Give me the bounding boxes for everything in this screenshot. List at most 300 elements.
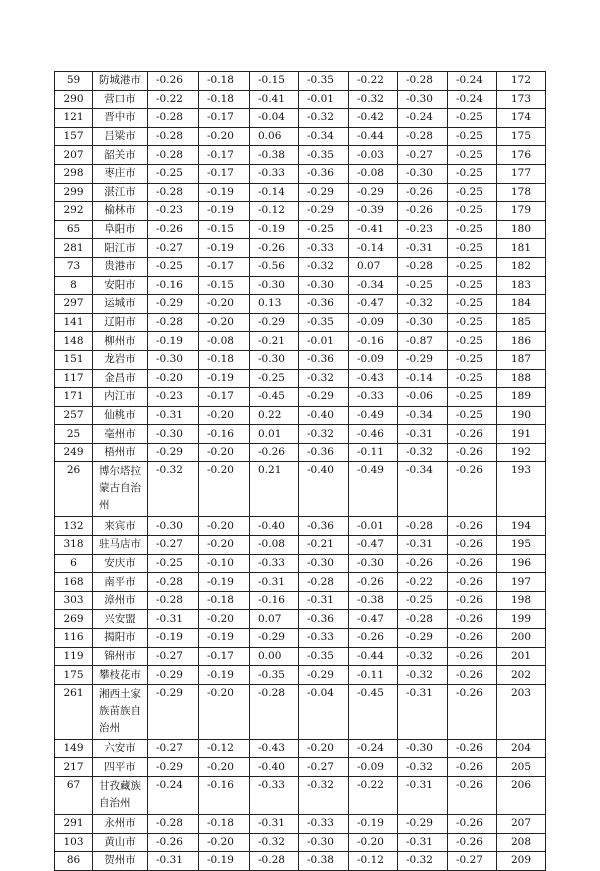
rank-cell: 180 (497, 220, 546, 239)
value-cell: -0.40 (250, 517, 299, 536)
value-cell: -0.32 (299, 777, 349, 815)
table-row (55, 443, 546, 462)
value-cell: -0.26 (448, 591, 497, 610)
row-id-cell: 117 (55, 369, 93, 388)
rank-cell: 194 (497, 517, 546, 536)
table-row (55, 666, 546, 685)
city-name-cell: 驻马店市 (93, 536, 148, 555)
value-cell: -0.15 (199, 276, 250, 295)
row-id-cell: 291 (55, 815, 93, 834)
rank-cell: 195 (497, 536, 546, 555)
city-name-cell: 黄山市 (93, 833, 148, 852)
value-cell: -0.17 (199, 257, 250, 276)
value-cell: -0.19 (199, 852, 250, 871)
row-id-cell: 59 (55, 72, 93, 91)
rank-cell: 177 (497, 164, 546, 183)
rank-cell: 178 (497, 183, 546, 202)
city-name-cell: 贵港市 (93, 257, 148, 276)
value-cell: -0.26 (398, 183, 448, 202)
row-id-cell: 168 (55, 573, 93, 592)
value-cell: -0.25 (148, 164, 199, 183)
value-cell: -0.30 (349, 554, 398, 573)
city-name-cell: 博尔塔拉蒙古自治州 (93, 462, 148, 517)
row-id-cell: 299 (55, 183, 93, 202)
value-cell: -0.28 (250, 684, 299, 739)
value-cell: -0.08 (250, 536, 299, 555)
value-cell: -0.33 (349, 388, 398, 407)
value-cell: -0.32 (299, 257, 349, 276)
value-cell: -0.25 (448, 313, 497, 332)
value-cell: -0.30 (398, 90, 448, 109)
value-cell: -0.15 (199, 220, 250, 239)
value-cell: -0.14 (250, 183, 299, 202)
value-cell: -0.25 (448, 202, 497, 221)
value-cell: -0.09 (349, 758, 398, 777)
value-cell: -0.32 (349, 90, 398, 109)
rank-cell: 184 (497, 295, 546, 314)
city-name-cell: 运城市 (93, 295, 148, 314)
value-cell: -0.25 (448, 239, 497, 258)
value-cell: -0.16 (199, 425, 250, 444)
city-name-cell: 龙岩市 (93, 350, 148, 369)
table-row (55, 777, 546, 815)
value-cell: -0.18 (199, 90, 250, 109)
rank-cell: 203 (497, 684, 546, 739)
value-cell: -0.20 (199, 443, 250, 462)
table-row (55, 72, 546, 91)
row-id-cell: 207 (55, 146, 93, 165)
value-cell: -0.01 (349, 517, 398, 536)
row-id-cell: 132 (55, 517, 93, 536)
value-cell: -0.08 (199, 332, 250, 351)
table-row (55, 684, 546, 739)
table-row (55, 517, 546, 536)
value-cell: -0.14 (349, 239, 398, 258)
rank-cell: 206 (497, 777, 546, 815)
city-name-cell: 营口市 (93, 90, 148, 109)
value-cell: -0.29 (148, 666, 199, 685)
city-name-cell: 南平市 (93, 573, 148, 592)
value-cell: -0.29 (299, 388, 349, 407)
rank-cell: 201 (497, 647, 546, 666)
value-cell: -0.29 (398, 815, 448, 834)
rank-cell: 172 (497, 72, 546, 91)
row-id-cell: 141 (55, 313, 93, 332)
value-cell: -0.32 (148, 462, 199, 517)
value-cell: -0.20 (199, 536, 250, 555)
value-cell: -0.25 (448, 295, 497, 314)
value-cell: -0.30 (299, 833, 349, 852)
value-cell: -0.20 (299, 739, 349, 758)
value-cell: -0.41 (349, 220, 398, 239)
table-row (55, 146, 546, 165)
row-id-cell: 175 (55, 666, 93, 685)
rank-cell: 181 (497, 239, 546, 258)
city-name-cell: 阳江市 (93, 239, 148, 258)
value-cell: -0.32 (299, 425, 349, 444)
table-row (55, 425, 546, 444)
rank-cell: 176 (497, 146, 546, 165)
value-cell: -0.23 (398, 220, 448, 239)
value-cell: -0.15 (250, 72, 299, 91)
value-cell: -0.19 (199, 573, 250, 592)
value-cell: 0.01 (250, 425, 299, 444)
value-cell: -0.20 (349, 833, 398, 852)
value-cell: -0.30 (148, 517, 199, 536)
value-cell: -0.33 (250, 164, 299, 183)
value-cell: -0.19 (199, 666, 250, 685)
value-cell: -0.19 (199, 629, 250, 648)
value-cell: -0.43 (250, 739, 299, 758)
value-cell: 0.22 (250, 406, 299, 425)
value-cell: -0.31 (299, 591, 349, 610)
value-cell: -0.23 (148, 202, 199, 221)
value-cell: -0.28 (148, 591, 199, 610)
value-cell: -0.17 (199, 146, 250, 165)
value-cell: -0.28 (398, 72, 448, 91)
value-cell: -0.25 (148, 257, 199, 276)
value-cell: -0.32 (398, 647, 448, 666)
city-name-cell: 仙桃市 (93, 406, 148, 425)
value-cell: -0.25 (148, 554, 199, 573)
value-cell: -0.28 (398, 610, 448, 629)
value-cell: -0.31 (398, 239, 448, 258)
row-id-cell: 6 (55, 554, 93, 573)
value-cell: -0.35 (299, 72, 349, 91)
value-cell: -0.31 (148, 610, 199, 629)
city-name-cell: 兴安盟 (93, 610, 148, 629)
value-cell: -0.22 (349, 72, 398, 91)
value-cell: -0.34 (398, 406, 448, 425)
value-cell: -0.20 (199, 313, 250, 332)
rank-cell: 192 (497, 443, 546, 462)
rank-cell: 175 (497, 127, 546, 146)
row-id-cell: 65 (55, 220, 93, 239)
value-cell: -0.26 (448, 647, 497, 666)
value-cell: -0.42 (349, 109, 398, 128)
value-cell: 0.13 (250, 295, 299, 314)
table-row (55, 257, 546, 276)
row-id-cell: 67 (55, 777, 93, 815)
city-name-cell: 湘西土家族苗族自治州 (93, 684, 148, 739)
value-cell: -0.40 (299, 406, 349, 425)
value-cell: -0.19 (199, 183, 250, 202)
value-cell: -0.25 (448, 146, 497, 165)
value-cell: -0.30 (398, 313, 448, 332)
value-cell: -0.25 (448, 388, 497, 407)
value-cell: -0.16 (349, 332, 398, 351)
value-cell: -0.26 (148, 72, 199, 91)
table-row (55, 109, 546, 128)
value-cell: -0.23 (148, 388, 199, 407)
table-row (55, 276, 546, 295)
value-cell: -0.21 (250, 332, 299, 351)
value-cell: -0.29 (299, 202, 349, 221)
value-cell: -0.12 (349, 852, 398, 871)
value-cell: -0.27 (148, 647, 199, 666)
value-cell: -0.25 (448, 332, 497, 351)
city-name-cell: 甘孜藏族自治州 (93, 777, 148, 815)
value-cell: -0.14 (398, 369, 448, 388)
city-name-cell: 内江市 (93, 388, 148, 407)
value-cell: -0.04 (299, 684, 349, 739)
rank-cell: 196 (497, 554, 546, 573)
value-cell: -0.18 (199, 815, 250, 834)
value-cell: -0.25 (448, 257, 497, 276)
value-cell: -0.24 (448, 90, 497, 109)
value-cell: -0.38 (299, 852, 349, 871)
value-cell: -0.18 (199, 350, 250, 369)
value-cell: -0.29 (349, 183, 398, 202)
value-cell: -0.20 (199, 295, 250, 314)
value-cell: -0.19 (148, 332, 199, 351)
value-cell: -0.27 (148, 239, 199, 258)
value-cell: -0.26 (448, 462, 497, 517)
rank-cell: 207 (497, 815, 546, 834)
value-cell: -0.26 (448, 443, 497, 462)
value-cell: -0.10 (199, 554, 250, 573)
table-row (55, 295, 546, 314)
city-name-cell: 辽阳市 (93, 313, 148, 332)
table-row (55, 536, 546, 555)
value-cell: -0.25 (448, 109, 497, 128)
value-cell: -0.32 (398, 666, 448, 685)
rank-cell: 202 (497, 666, 546, 685)
value-cell: -0.47 (349, 295, 398, 314)
city-name-cell: 梧州市 (93, 443, 148, 462)
value-cell: -0.09 (349, 350, 398, 369)
value-cell: -0.44 (349, 127, 398, 146)
table-row (55, 239, 546, 258)
value-cell: -0.36 (299, 350, 349, 369)
value-cell: -0.29 (299, 183, 349, 202)
value-cell: -0.36 (299, 443, 349, 462)
row-id-cell: 171 (55, 388, 93, 407)
value-cell: -0.20 (199, 758, 250, 777)
rank-cell: 209 (497, 852, 546, 871)
value-cell: -0.49 (349, 462, 398, 517)
value-cell: -0.22 (349, 777, 398, 815)
value-cell: -0.12 (199, 739, 250, 758)
value-cell: -0.17 (199, 647, 250, 666)
value-cell: -0.32 (398, 758, 448, 777)
value-cell: -0.28 (299, 573, 349, 592)
rank-cell: 173 (497, 90, 546, 109)
row-id-cell: 103 (55, 833, 93, 852)
city-name-cell: 永州市 (93, 815, 148, 834)
row-id-cell: 297 (55, 295, 93, 314)
value-cell: -0.26 (448, 425, 497, 444)
value-cell: -0.35 (250, 666, 299, 685)
value-cell: -0.32 (398, 295, 448, 314)
value-cell: -0.26 (448, 833, 497, 852)
value-cell: -0.29 (250, 313, 299, 332)
city-name-cell: 榆林市 (93, 202, 148, 221)
value-cell: -0.30 (250, 276, 299, 295)
value-cell: -0.45 (250, 388, 299, 407)
city-name-cell: 金昌市 (93, 369, 148, 388)
value-cell: -0.31 (148, 852, 199, 871)
value-cell: -0.32 (398, 852, 448, 871)
city-name-cell: 亳州市 (93, 425, 148, 444)
table-row (55, 852, 546, 871)
value-cell: -0.28 (398, 127, 448, 146)
row-id-cell: 318 (55, 536, 93, 555)
value-cell: 0.06 (250, 127, 299, 146)
value-cell: -0.16 (250, 591, 299, 610)
row-id-cell: 298 (55, 164, 93, 183)
table-row (55, 183, 546, 202)
value-cell: -0.46 (349, 425, 398, 444)
value-cell: -0.36 (299, 610, 349, 629)
row-id-cell: 269 (55, 610, 93, 629)
value-cell: -0.20 (199, 406, 250, 425)
value-cell: -0.36 (299, 517, 349, 536)
row-id-cell: 86 (55, 852, 93, 871)
table-row (55, 815, 546, 834)
value-cell: -0.26 (448, 554, 497, 573)
value-cell: -0.33 (299, 239, 349, 258)
value-cell: -0.28 (148, 815, 199, 834)
rank-cell: 198 (497, 591, 546, 610)
value-cell: -0.29 (148, 443, 199, 462)
table-row (55, 350, 546, 369)
value-cell: -0.31 (398, 684, 448, 739)
value-cell: -0.32 (299, 369, 349, 388)
row-id-cell: 303 (55, 591, 93, 610)
value-cell: -0.17 (199, 164, 250, 183)
value-cell: -0.25 (398, 276, 448, 295)
value-cell: -0.11 (349, 443, 398, 462)
table-row (55, 388, 546, 407)
table-row (55, 610, 546, 629)
value-cell: -0.41 (250, 90, 299, 109)
value-cell: -0.24 (349, 739, 398, 758)
value-cell: -0.20 (199, 833, 250, 852)
row-id-cell: 121 (55, 109, 93, 128)
value-cell: -0.04 (250, 109, 299, 128)
value-cell: -0.26 (448, 777, 497, 815)
rank-cell: 193 (497, 462, 546, 517)
value-cell: -0.26 (250, 443, 299, 462)
value-cell: -0.29 (148, 295, 199, 314)
value-cell: -0.17 (199, 388, 250, 407)
value-cell: -0.20 (199, 610, 250, 629)
data-table (54, 71, 546, 871)
value-cell: -0.32 (398, 443, 448, 462)
value-cell: -0.87 (398, 332, 448, 351)
city-name-cell: 安庆市 (93, 554, 148, 573)
table-row (55, 591, 546, 610)
row-id-cell: 261 (55, 684, 93, 739)
value-cell: -0.38 (250, 146, 299, 165)
value-cell: -0.47 (349, 610, 398, 629)
value-cell: -0.20 (199, 127, 250, 146)
value-cell: -0.34 (299, 127, 349, 146)
value-cell: -0.28 (148, 183, 199, 202)
value-cell: -0.28 (148, 146, 199, 165)
row-id-cell: 25 (55, 425, 93, 444)
table-row (55, 164, 546, 183)
value-cell: -0.44 (349, 647, 398, 666)
value-cell: -0.26 (148, 833, 199, 852)
value-cell: -0.33 (250, 554, 299, 573)
value-cell: -0.18 (199, 72, 250, 91)
value-cell: -0.29 (398, 350, 448, 369)
value-cell: -0.20 (199, 684, 250, 739)
value-cell: -0.28 (398, 517, 448, 536)
row-id-cell: 217 (55, 758, 93, 777)
value-cell: -0.32 (299, 109, 349, 128)
row-id-cell: 249 (55, 443, 93, 462)
city-name-cell: 贺州市 (93, 852, 148, 871)
city-name-cell: 揭阳市 (93, 629, 148, 648)
value-cell: -0.30 (398, 739, 448, 758)
rank-cell: 199 (497, 610, 546, 629)
city-name-cell: 柳州市 (93, 332, 148, 351)
value-cell: -0.19 (349, 815, 398, 834)
rank-cell: 189 (497, 388, 546, 407)
value-cell: -0.26 (448, 758, 497, 777)
city-name-cell: 防城港市 (93, 72, 148, 91)
value-cell: -0.12 (250, 202, 299, 221)
rank-cell: 179 (497, 202, 546, 221)
table-row (55, 758, 546, 777)
value-cell: -0.26 (250, 239, 299, 258)
city-name-cell: 韶关市 (93, 146, 148, 165)
table-row (55, 573, 546, 592)
value-cell: -0.26 (349, 629, 398, 648)
row-id-cell: 151 (55, 350, 93, 369)
row-id-cell: 26 (55, 462, 93, 517)
value-cell: -0.27 (148, 536, 199, 555)
rank-cell: 190 (497, 406, 546, 425)
value-cell: -0.25 (448, 406, 497, 425)
value-cell: -0.25 (398, 591, 448, 610)
value-cell: -0.30 (299, 276, 349, 295)
rank-cell: 186 (497, 332, 546, 351)
value-cell: -0.09 (349, 313, 398, 332)
table-row (55, 647, 546, 666)
value-cell: -0.08 (349, 164, 398, 183)
table-row (55, 554, 546, 573)
value-cell: -0.31 (148, 406, 199, 425)
value-cell: -0.25 (448, 183, 497, 202)
city-name-cell: 漳州市 (93, 591, 148, 610)
value-cell: -0.17 (199, 109, 250, 128)
value-cell: -0.26 (448, 517, 497, 536)
value-cell: -0.19 (199, 202, 250, 221)
value-cell: -0.22 (398, 573, 448, 592)
table-row (55, 406, 546, 425)
value-cell: -0.19 (199, 369, 250, 388)
value-cell: -0.28 (250, 852, 299, 871)
value-cell: -0.25 (448, 220, 497, 239)
rank-cell: 188 (497, 369, 546, 388)
value-cell: -0.26 (448, 684, 497, 739)
value-cell: -0.27 (448, 852, 497, 871)
value-cell: -0.06 (398, 388, 448, 407)
value-cell: -0.28 (148, 313, 199, 332)
value-cell: -0.28 (148, 109, 199, 128)
city-name-cell: 来宾市 (93, 517, 148, 536)
city-name-cell: 吕梁市 (93, 127, 148, 146)
row-id-cell: 292 (55, 202, 93, 221)
value-cell: -0.01 (299, 332, 349, 351)
value-cell: -0.33 (299, 629, 349, 648)
city-name-cell: 晋中市 (93, 109, 148, 128)
table-row (55, 369, 546, 388)
